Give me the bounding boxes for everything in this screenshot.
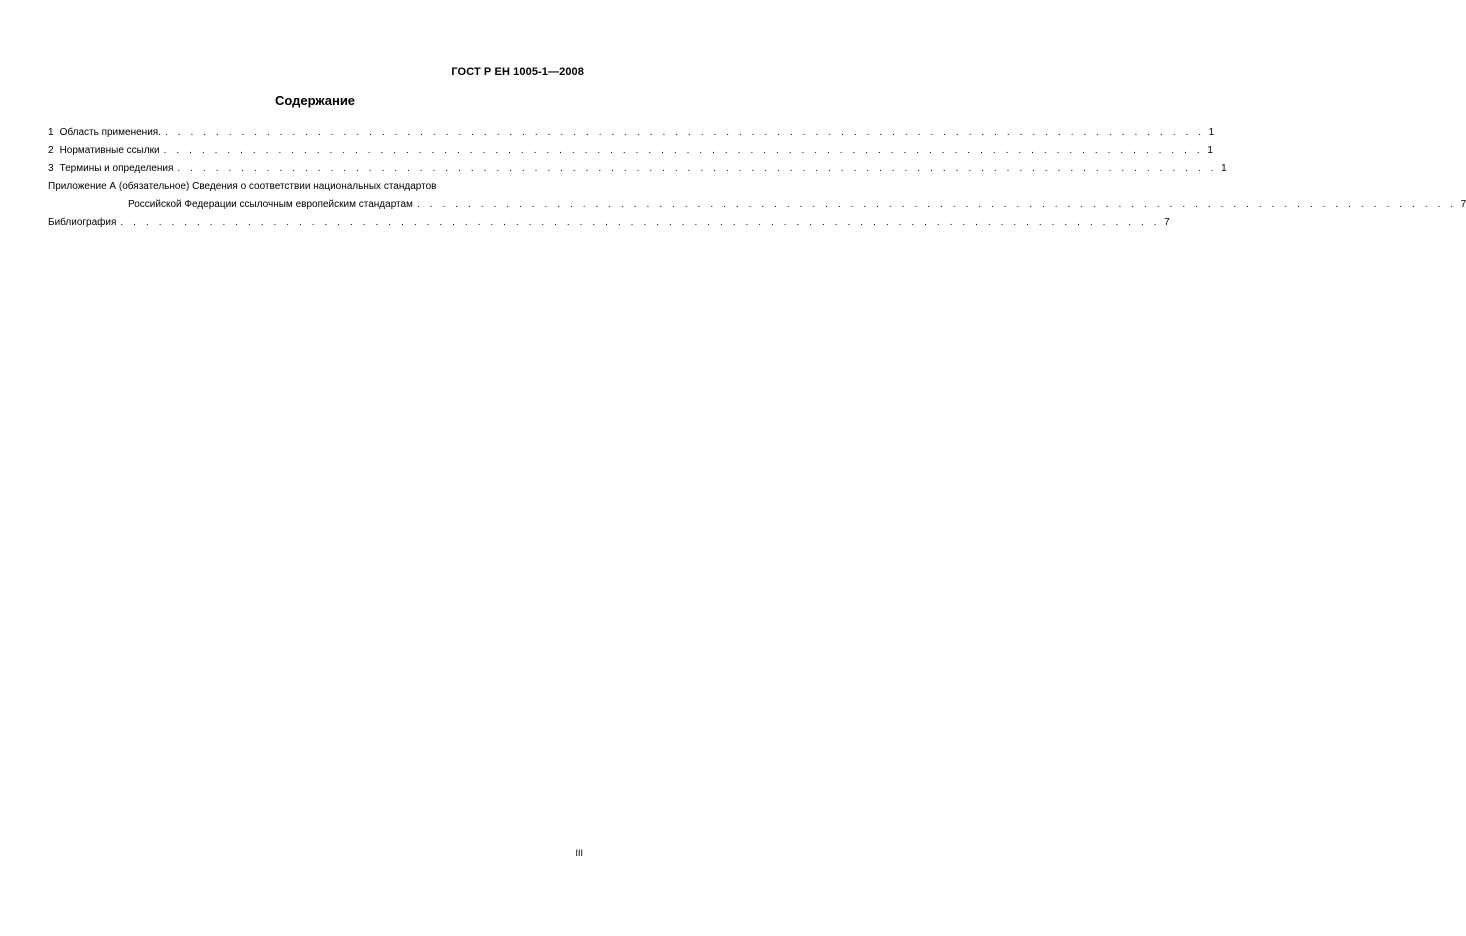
toc-entry-text: Приложение А (обязательное) Сведения о соответствии национальных стандартов <box>48 181 437 192</box>
dot-leader: . . . . . . . . . . . . . . . . . . . . . . . . . . . . . . . . . . . . . . . . . . . . . . . . . . . . . . . . . . . . . . . . . . . . . . . . . . . . . . . . . . <box>120 217 1161 228</box>
dot-leader: . . . . . . . . . . . . . . . . . . . . . . . . . . . . . . . . . . . . . . . . . . . . . . . . . . . . . . . . . . . . . . . . . . . . . . . . . . . . . . . . . . <box>177 163 1218 174</box>
toc-entry-label <box>48 160 173 178</box>
dot-leader: . . . . . . . . . . . . . . . . . . . . . . . . . . . . . . . . . . . . . . . . . . . . . . . . . . . . . . . . . . . . . . . . . . . . . . . . . . . . . . . . . . <box>416 199 1457 210</box>
toc-entry-terms[interactable] <box>48 160 1227 178</box>
toc-entry-scope[interactable] <box>48 124 1215 142</box>
toc-entry-page: 1 <box>1207 145 1213 156</box>
toc-entry-bibliography[interactable] <box>48 214 1170 232</box>
toc-entry-text: Российской Федерации ссылочным европейским стандартам <box>128 199 413 210</box>
toc-entry-page: 7 <box>1460 199 1466 210</box>
toc-entry-label <box>48 124 161 142</box>
toc-entry-text: Область применения. <box>59 127 161 138</box>
toc-entry-normative-references[interactable] <box>48 142 1213 160</box>
toc-entry-text: Библиография <box>48 217 117 228</box>
dot-leader: . . . . . . . . . . . . . . . . . . . . . . . . . . . . . . . . . . . . . . . . . . . . . . . . . . . . . . . . . . . . . . . . . . . . . . . . . . . . . . . . . . <box>164 127 1205 138</box>
toc-title: Содержание <box>274 93 356 108</box>
toc-entry-appendix-line1[interactable] <box>48 178 583 196</box>
document-code: ГОСТ Р ЕН 1005-1—2008 <box>451 66 584 78</box>
page-number: III <box>575 848 583 858</box>
toc-entry-number: 3 <box>48 163 54 174</box>
dot-leader: . . . . . . . . . . . . . . . . . . . . . . . . . . . . . . . . . . . . . . . . . . . . . . . . . . . . . . . . . . . . . . . . . . . . . . . . . . . . . . . . . . <box>163 145 1204 156</box>
toc-entry-page: 1 <box>1208 127 1215 138</box>
toc-entry-number: 1 <box>48 127 54 138</box>
toc-entry-page: 7 <box>1164 217 1170 228</box>
toc-entry-number: 2 <box>48 145 54 156</box>
toc-entry-text: Термины и определения <box>59 163 174 174</box>
toc-entry-appendix-line2[interactable] <box>48 196 1466 214</box>
toc-entry-page: 1 <box>1221 163 1227 174</box>
table-of-contents <box>48 124 1466 232</box>
toc-entry-text: Нормативные ссылки <box>59 145 160 156</box>
toc-entry-label <box>48 142 160 160</box>
